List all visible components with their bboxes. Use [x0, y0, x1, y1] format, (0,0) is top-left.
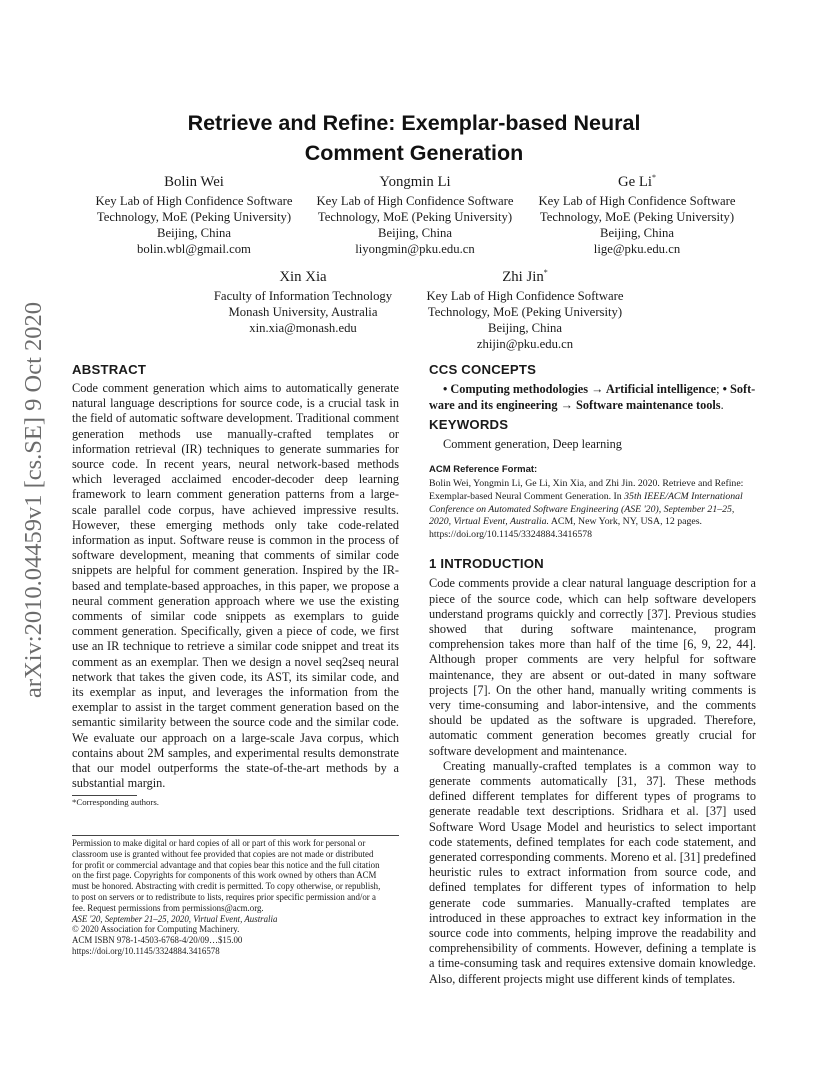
- keywords-text: Comment generation, Deep learning: [443, 437, 622, 451]
- abstract-section: [72, 361, 399, 791]
- permission-block: [72, 838, 399, 957]
- author-block-1: [84, 173, 304, 257]
- abstract-heading: ABSTRACT: [72, 362, 147, 377]
- author-email: zhijin@pku.edu.cn: [476, 337, 574, 351]
- intro-paragraph-2: Creating manually-crafted templates is a common way to generate comments automatically [31, 37]. These methods defined different templates for different types of programs to generate readable text descriptions. Sridhara et al. [37] used Software Word Usage Model and heuristics to select important code statements, defined templates for each code statement, and generated corresponding comments. Moreno et al. [31] predefined heuristic rules to extract information from source code, and defined templates for different types of information to help generate code summaries. Manually-crafted templates are introduced in these approaches to extract key information in the source code into comments, helping improve the readability and comprehensibility of comments. However, defining a template is a time-consuming task and requires extensive domain knowledge. Also, different projects might use different kinds of templates.: [429, 758, 756, 986]
- paper-title: [0, 108, 828, 168]
- arxiv-identifier: [14, 290, 54, 710]
- author-affiliation: Technology, MoE (Peking University): [96, 210, 292, 224]
- permission-line: for profit or commercial advantage and that copies bear this notice and the full citation: [72, 859, 380, 870]
- author-email: liyongmin@pku.edu.cn: [355, 242, 475, 256]
- title-line-2: Comment Generation: [304, 141, 524, 165]
- author-name: Bolin Wei: [164, 174, 224, 190]
- keywords-heading: KEYWORDS: [429, 417, 509, 432]
- author-affiliation: Technology, MoE (Peking University): [427, 305, 623, 319]
- author-email: xin.xia@monash.edu: [249, 321, 357, 335]
- author-email: bolin.wbl@gmail.com: [137, 242, 251, 256]
- author-affiliation: Key Lab of High Confidence Software: [95, 194, 293, 208]
- permission-divider: [72, 835, 399, 836]
- author-city: Beijing, China: [599, 226, 674, 240]
- corresponding-mark: *: [652, 173, 657, 183]
- intro-paragraph-1: Code comments provide a clear natural language description for a piece of the source code, which can help software developers understand programs quickly and correctly [37]. Previous studies showed that during software maintenance, program comprehension takes more than half of the time [6, 9, 22, 44]. Although proper comments are very helpful for software maintenance, they are absent or out-dated in many software projects [7]. On the other hand, manually writing comments is very time-consuming and labor-intensive, and the comments should be updated as the software is upgraded. Therefore, automatic comment generation becomes greatly crucial for software development and maintenance.: [429, 576, 756, 758]
- author-block-5: [415, 268, 635, 352]
- introduction-heading: 1 INTRODUCTION: [429, 556, 544, 572]
- footnote-divider: [72, 795, 137, 796]
- author-affiliation: Monash University, Australia: [228, 305, 378, 319]
- author-affiliation: Technology, MoE (Peking University): [317, 210, 513, 224]
- author-block-4: [193, 268, 413, 336]
- author-name: Xin Xia: [279, 269, 327, 285]
- author-block-3: [527, 173, 747, 257]
- permission-line: must be honored. Abstracting with credit is permitted. To copy otherwise, or republish,: [72, 881, 381, 892]
- author-name: Ge Li*: [617, 173, 657, 190]
- permission-line: classroom use is granted without fee provided that copies are not made or distributed: [72, 848, 374, 859]
- author-city: Beijing, China: [377, 226, 452, 240]
- author-city: Beijing, China: [156, 226, 231, 240]
- author-name: Zhi Jin*: [502, 268, 548, 285]
- doi-line: https://doi.org/10.1145/3324884.3416578: [72, 945, 220, 956]
- author-name: Yongmin Li: [379, 174, 451, 190]
- corresponding-footnote: *Corresponding authors.: [72, 797, 159, 807]
- permission-line: to post on servers or to redistribute to lists, requires prior specific permission and/or a: [72, 891, 376, 902]
- permission-line: fee. Request permissions from permissions@acm.org.: [72, 902, 264, 913]
- corresponding-mark: *: [543, 268, 548, 278]
- permission-line: on the first page. Copyrights for components of this work owned by others than ACM: [72, 870, 377, 881]
- author-affiliation: Faculty of Information Technology: [213, 289, 393, 303]
- isbn-line: ACM ISBN 978-1-4503-6768-4/20/09…$15.00: [72, 935, 243, 946]
- author-affiliation: Technology, MoE (Peking University): [539, 210, 735, 224]
- arxiv-identifier-text: arXiv:2010.04459v1 [cs.SE] 9 Oct 2020: [20, 301, 47, 699]
- copyright-line: © 2020 Association for Computing Machinery.: [72, 924, 240, 935]
- permission-line: Permission to make digital or hard copies of all or part of this work for personal or: [72, 838, 366, 848]
- right-column: [429, 361, 756, 987]
- author-block-2: [305, 173, 525, 257]
- title-line-1: Retrieve and Refine: Exemplar-based Neural: [187, 111, 641, 135]
- acm-reference: [429, 462, 756, 541]
- ccs-concepts-text-2: ware and its engineering → Software maintenance tools.: [429, 397, 724, 412]
- author-affiliation: Key Lab of High Confidence Software: [426, 289, 624, 303]
- author-email: lige@pku.edu.cn: [593, 242, 681, 256]
- ccs-concepts-text: • Computing methodologies → Artificial intelligence; • Soft-: [443, 382, 756, 396]
- acm-reference-text: Bolin Wei, Yongmin Li, Ge Li, Xin Xia, and Zhi Jin. 2020. Retrieve and Refine: Exemplar-based Neural Comment Generation. In 35th IEEE/ACM International Conference on Automated Software Engineering (ASE '20), September 21–25, 2020, Virtual Event, Australia. ACM, New York, NY, USA, 12 pages. https://doi.org/10.1145/3324884.3416578: [429, 478, 744, 540]
- conference-line: ASE '20, September 21–25, 2020, Virtual Event, Australia: [72, 913, 278, 924]
- ccs-heading: CCS CONCEPTS: [429, 362, 537, 377]
- abstract-text: Code comment generation which aims to automatically generate natural language descriptions for source code, is a crucial task in the field of automatic software development. Traditional comment generation methods use manually-crafted templates or information retrieval (IR) techniques to generate summaries for source code. In recent years, neural network-based methods which leveraged acclaimed encoder-decoder deep learning framework to learn comment generation patterns from a large-scale parallel code corpus, have achieved impressive results. However, these emerging methods only take code-related information as input. Software reuse is common in the process of software development, meaning that comments of similar code snippets are helpful for comment generation. Inspired by the IR-based and template-based approaches, in this paper, we propose a neural comment generation approach where we use the existing comments of similar code snippets as exemplars to guide comment generation. Specifically, given a piece of code, we first use an IR technique to retrieve a similar code snippet and treat its comment as an exemplar. Then we design a novel seq2seq neural network that takes the given code, its AST, its similar code, and its exemplar as input, and leverages the information from the exemplar to assist in the target comment generation based on the semantic similarity between the source code and the similar code. We evaluate our approach on a large-scale Java corpus, which contains about 2M samples, and experimental results demonstrate that our model outperforms the state-of-the-art methods by a substantial margin.: [72, 381, 399, 791]
- author-affiliation: Key Lab of High Confidence Software: [316, 194, 514, 208]
- acm-reference-heading: ACM Reference Format:: [429, 464, 538, 476]
- author-city: Beijing, China: [487, 321, 562, 335]
- author-affiliation: Key Lab of High Confidence Software: [538, 194, 736, 208]
